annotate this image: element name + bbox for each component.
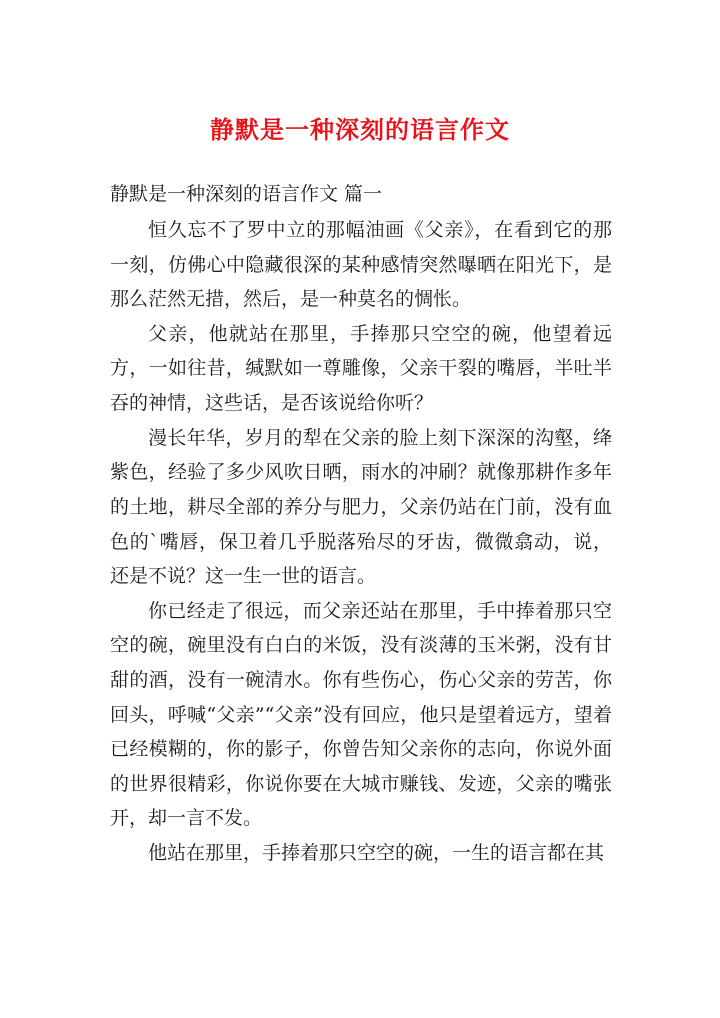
document-title: 静默是一种深刻的语言作文 <box>210 115 510 144</box>
document-subtitle: 静默是一种深刻的语言作文 篇一 <box>110 183 383 205</box>
paragraph: 恒久忘不了罗中立的那幅油画《父亲》，在看到它的那一刻，仿佛心中隐藏很深的某种感情突然曝晒在阳光下，是那么茫然无措，然后，是一种莫名的惆怅。 <box>110 219 612 311</box>
paragraph: 漫长年华，岁月的犁在父亲的脸上刻下深深的沟壑，绛紫色，经验了多少风吹日晒，雨水的冲刷？就像那耕作多年的土地，耕尽全部的养分与肥力，父亲仍站在门前，没有血色的`嘴唇，保卫着几乎脱落殆尽的牙齿，微微翕动，说，还是不说？这一生一世的语言。 <box>110 426 612 588</box>
document-body <box>110 213 612 871</box>
paragraph: 他站在那里，手捧着那只空空的碗，一生的语言都在其 <box>148 842 605 865</box>
paragraph: 父亲，他就站在那里，手捧那只空空的碗，他望着远方，一如往昔，缄默如一尊雕像，父亲干裂的嘴唇，半吐半吞的神情，这些话，是否该说给你听？ <box>110 322 612 415</box>
paragraph: 你已经走了很远，而父亲还站在那里，手中捧着那只空空的碗，碗里没有白白的米饭，没有淡薄的玉米粥，没有甘甜的酒，没有一碗清水。你有些伤心，伤心父亲的劳苦，你回头，呼喊“父亲”“父亲”没有回应，他只是望着远方，望着已经模糊的，你的影子，你曾告知父亲你的志向，你说外面的世界很精彩，你说你要在大城市赚钱、发迹，父亲的嘴张开，却一言不发。 <box>110 599 612 830</box>
